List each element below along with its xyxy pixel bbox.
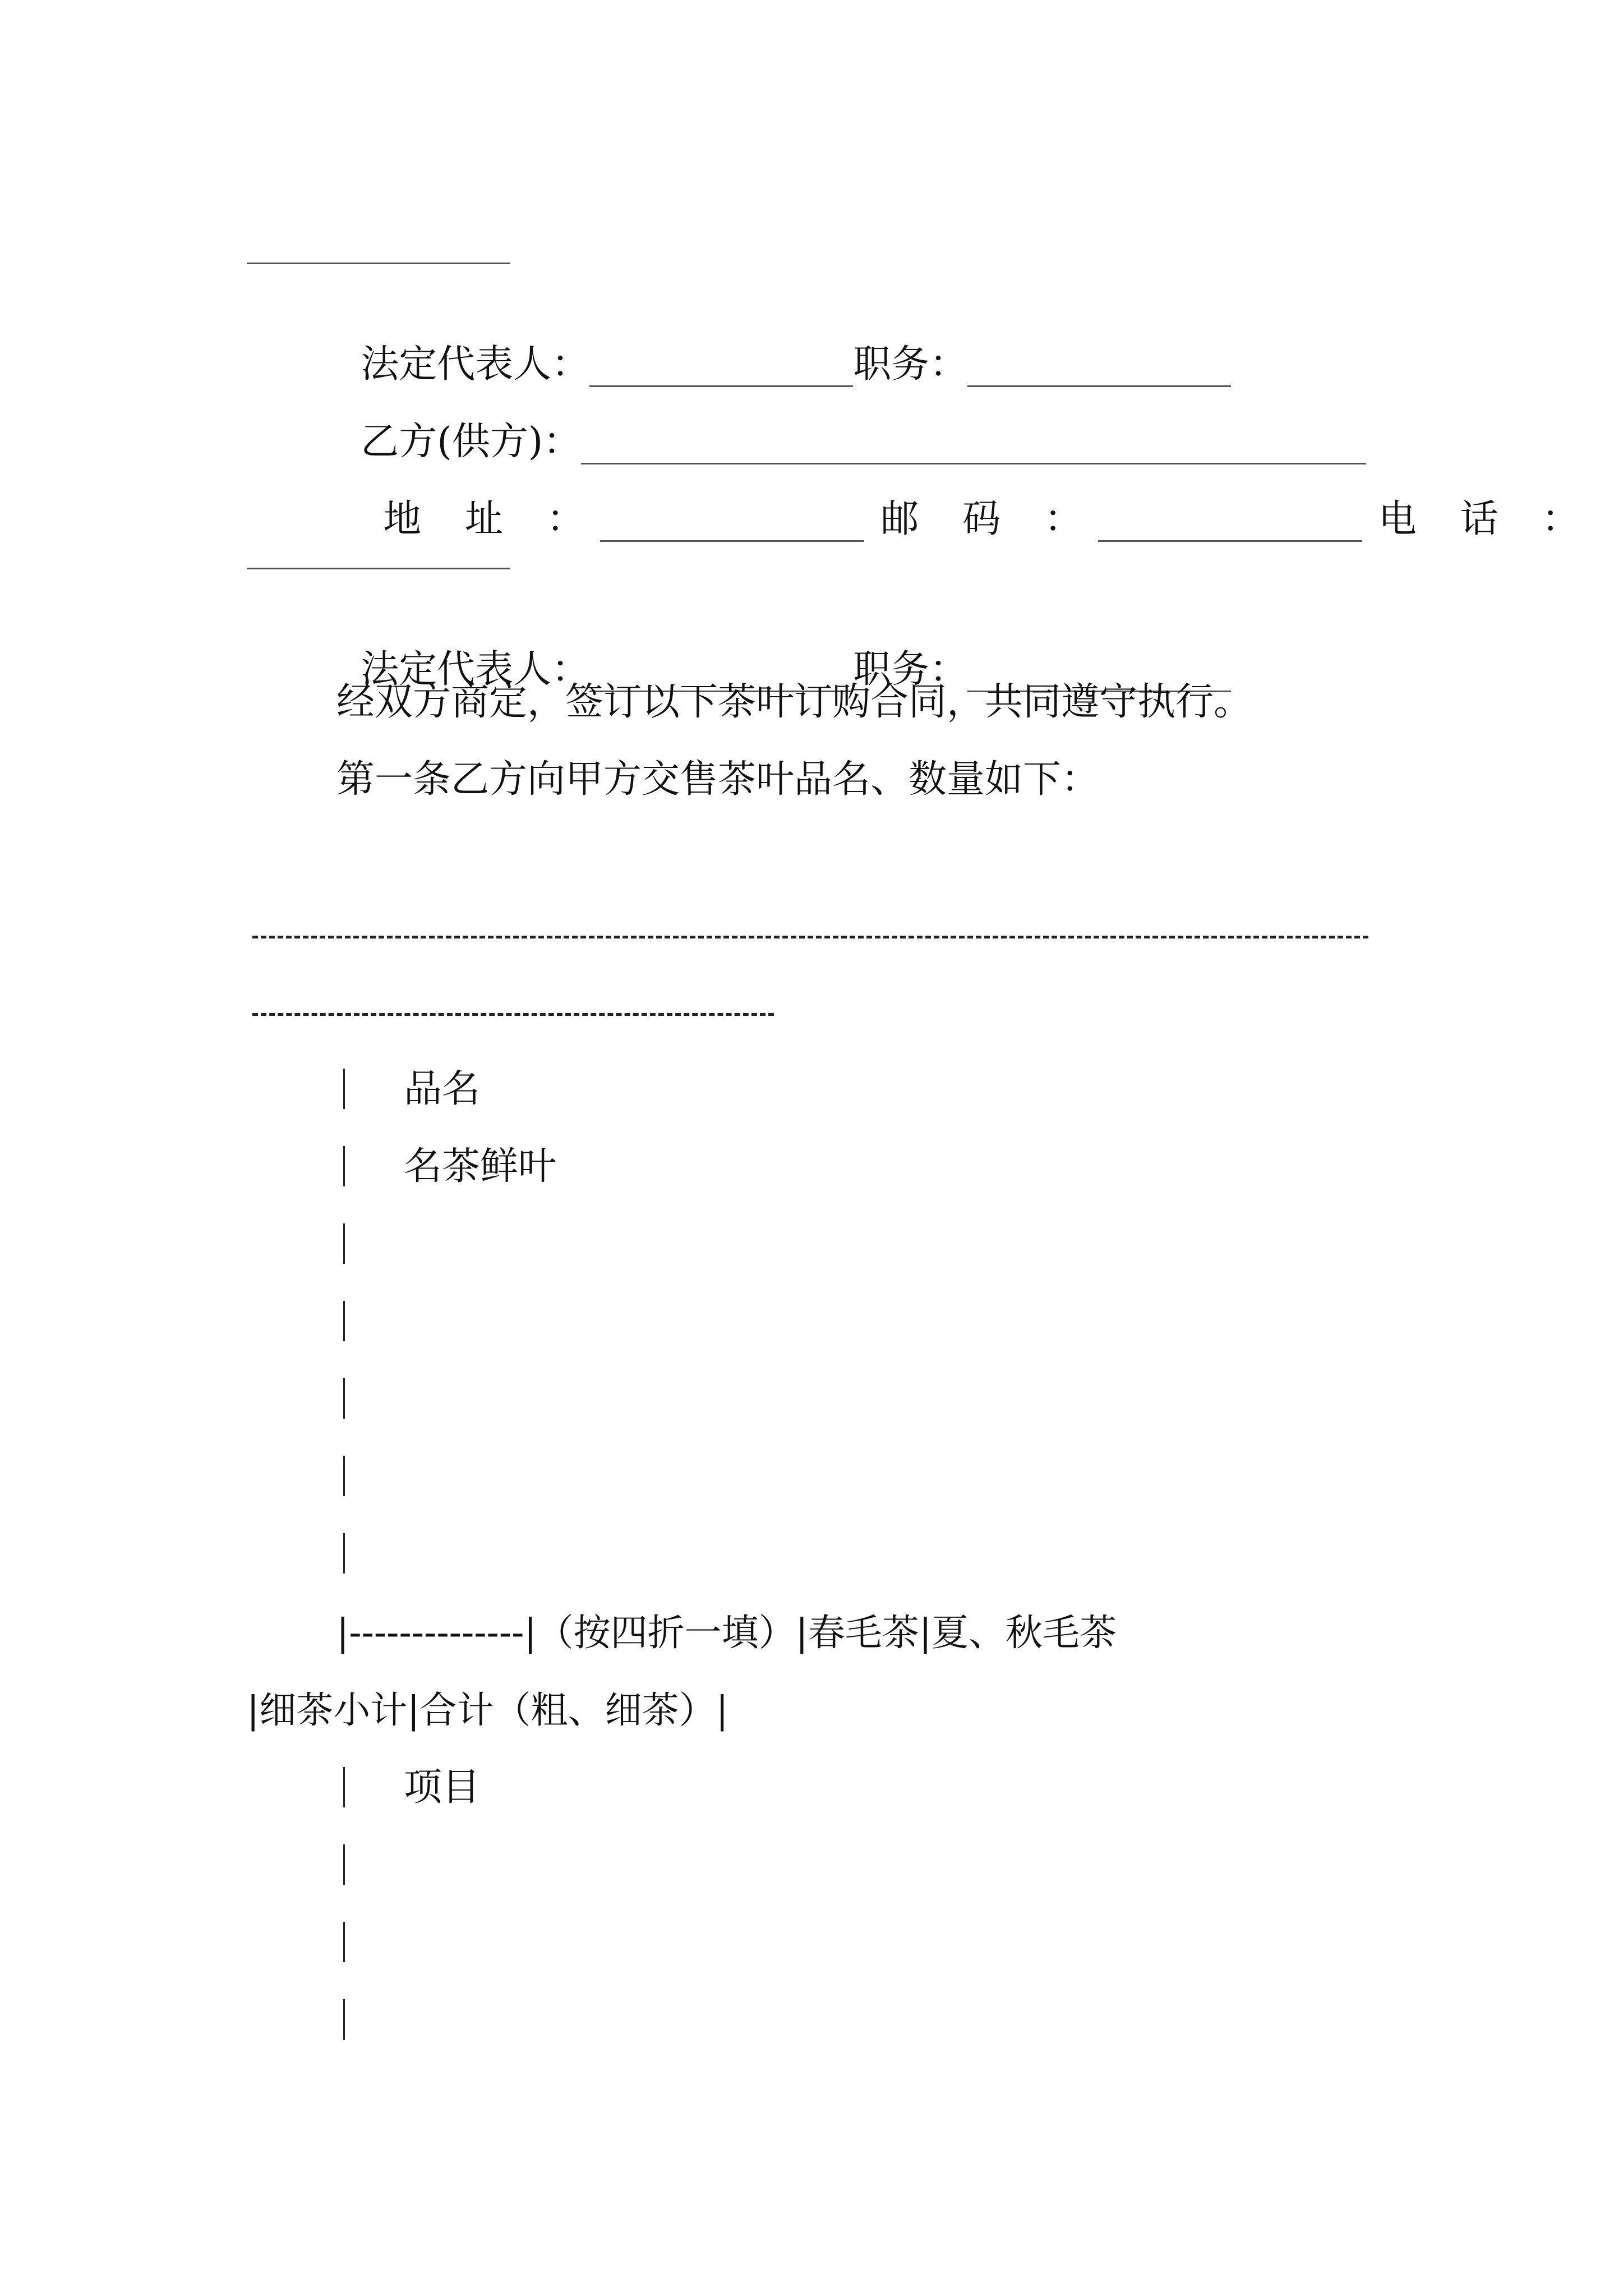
phone-label: 电 话 ： xyxy=(1378,497,1596,541)
party-a-legal-rep-row xyxy=(336,297,1231,387)
table-cell-border xyxy=(343,1378,345,1419)
party-b-contact-row xyxy=(359,452,1596,542)
row-item: 项目 xyxy=(404,1765,481,1810)
table-row-separator: |--------------|（按四折一填）|春毛茶|夏、秋毛茶 xyxy=(336,1611,1117,1654)
address-field[interactable] xyxy=(600,507,864,542)
table-cell-border xyxy=(343,1922,345,1962)
row-fresh-leaf: 名茶鲜叶 xyxy=(404,1144,557,1189)
party-a-legal-rep-label: 法定代表人： xyxy=(361,342,590,386)
party-a-field-continuation-line xyxy=(247,263,510,264)
party-b-label: 乙方(供方)： xyxy=(361,420,582,464)
table-cell-border xyxy=(343,1301,345,1341)
table-row-separator-continued: |细茶小计|合计（粗、细茶）| xyxy=(247,1688,728,1732)
table-cell-border xyxy=(343,1146,345,1186)
table-cell-border xyxy=(343,1999,345,2040)
table-cell-border xyxy=(343,1223,345,1264)
table-cell-border xyxy=(343,1533,345,1573)
table-cell-border xyxy=(343,1456,345,1496)
article-one-paragraph: 第一条乙方向甲方交售茶叶品名、数量如下： xyxy=(336,757,1100,802)
party-b-legal-rep-label: 法定代表人： xyxy=(361,647,590,692)
phone-field-continuation-line xyxy=(247,568,510,569)
table-cell-border xyxy=(343,1767,345,1807)
address-label: 地 址 ： xyxy=(383,497,601,541)
postcode-label: 邮 码 ： xyxy=(880,497,1098,541)
table-top-border-2 xyxy=(252,1013,774,1016)
table-top-border-1 xyxy=(252,936,1368,938)
party-a-position-label: 职务： xyxy=(853,342,968,386)
party-b-legal-rep-row xyxy=(336,602,1231,692)
postcode-field[interactable] xyxy=(1098,507,1362,542)
agreement-paragraph: 经双方商定，签订以下茶叶订购合同，共同遵守执行。 xyxy=(336,680,1252,724)
party-b-row xyxy=(336,375,1366,464)
table-cell-border xyxy=(343,1069,345,1109)
table-cell-border xyxy=(343,1844,345,1885)
party-b-position-label: 职务： xyxy=(853,647,968,692)
header-product-name: 品名 xyxy=(404,1067,481,1111)
